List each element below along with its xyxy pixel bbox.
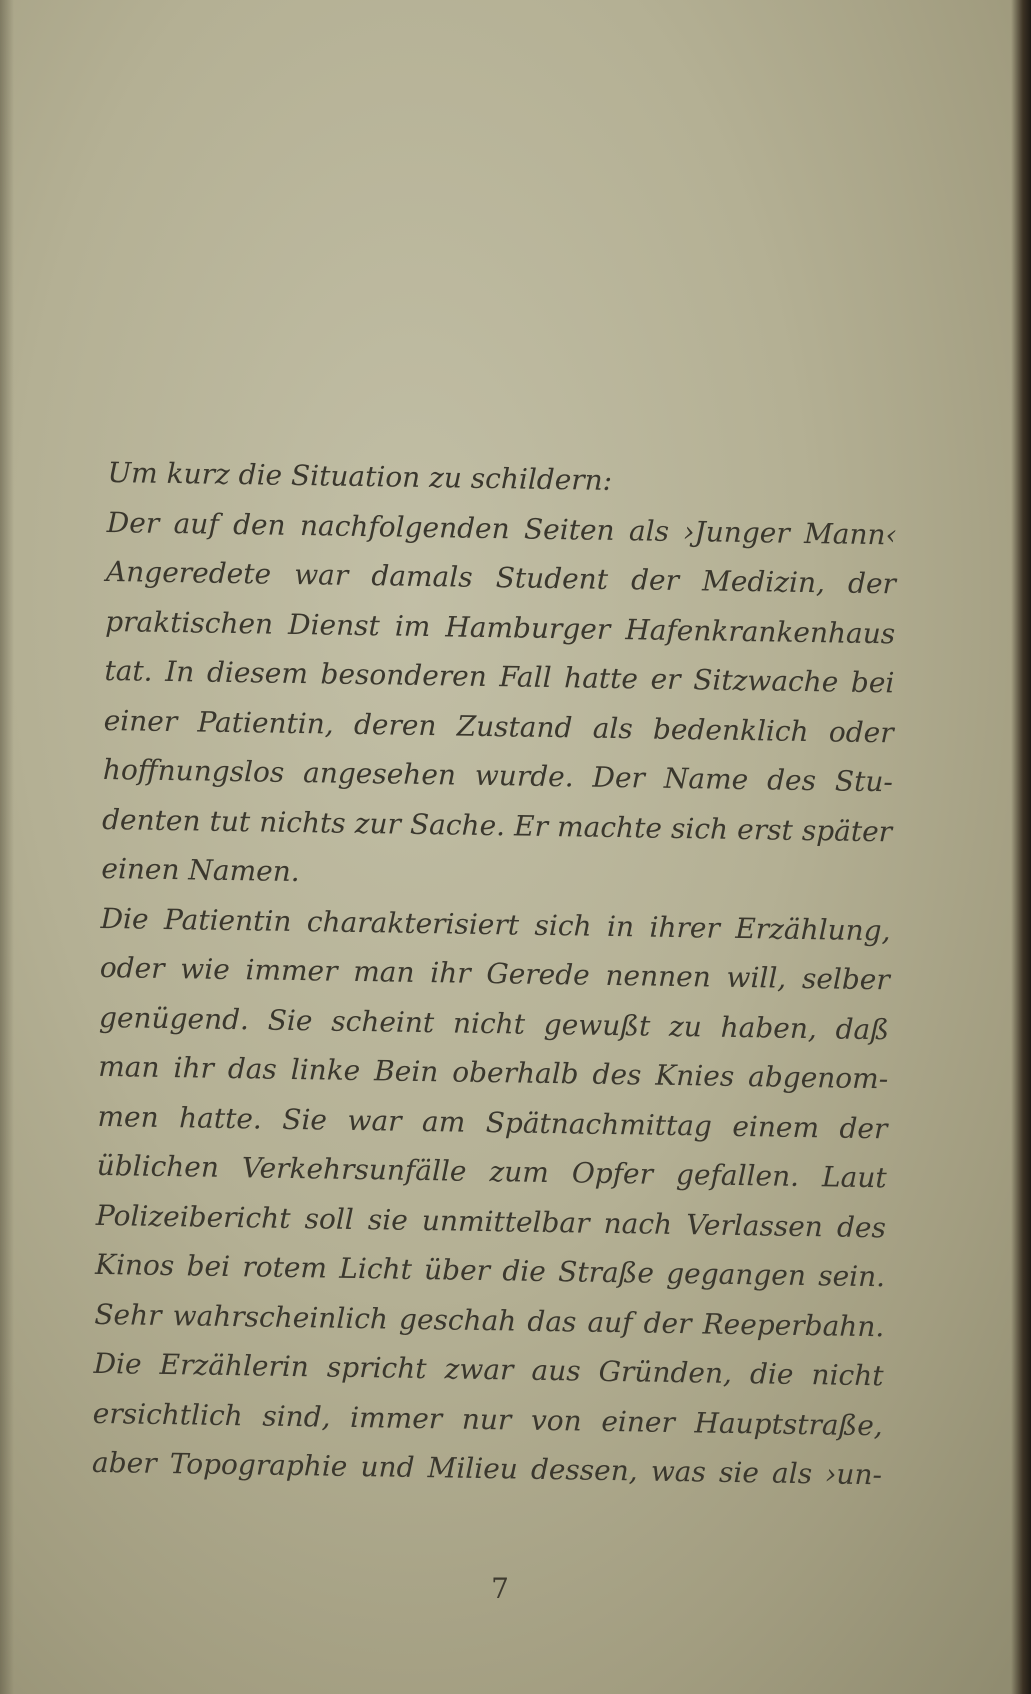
text-line: Polizeibericht soll sie unmittelbar nach Verlassen des [95,1198,887,1244]
text-line-intro: Um kurz die Situation zu schildern: [107,455,613,497]
text-line: oder wie immer man ihr Gerede nennen will, selber [99,950,891,997]
text-line: praktischen Dienst im Hamburger Hafenkrankenhaus [105,604,896,650]
text-line: einer Patientin, deren Zustand als bedenklich oder [103,703,894,749]
text-line: Die Patientin charakterisiert sich in ihrer Erzählung, [100,901,891,947]
text-line: Sehr wahrscheinlich geschah das auf der Reeperbahn. [94,1297,885,1343]
text-line: man ihr das linke Bein oberhalb des Knies abgenom- [98,1049,889,1096]
text-line: ersichtlich sind, immer nur von einer Hauptstraße, [92,1396,884,1442]
text-line: men hatte. Sie war am Spätnachmittag einem der [97,1099,888,1145]
page-number: 7 [491,1572,509,1605]
text-line: Die Erzählerin spricht zwar aus Gründen, die nicht [93,1346,884,1393]
text-line: Angeredete war damals Student der Medizin, der [105,554,897,601]
text-line: tat. In diesem besonderen Fall hatte er Sitzwache bei [104,653,895,700]
text-line: üblichen Verkehrsunfälle zum Opfer gefallen. Laut [96,1148,887,1195]
text-line: einen Namen. [101,851,300,889]
text-line: Der auf den nachfolgenden Seiten als ›Junger Mann‹ [106,505,897,551]
text-line: hoffnungslos angesehen wurde. Der Name des Stu- [102,752,894,799]
text-line: aber Topographie und Milieu dessen, was sie als ›un- [91,1445,883,1492]
text-line: genügend. Sie scheint nicht gewußt zu haben, daß [98,1000,890,1046]
text-line: denten tut nichts zur Sache. Er machte sich erst später [101,802,893,848]
text-line: Kinos bei rotem Licht über die Straße gegangen sein. [94,1247,886,1294]
body-text [92,448,898,1500]
